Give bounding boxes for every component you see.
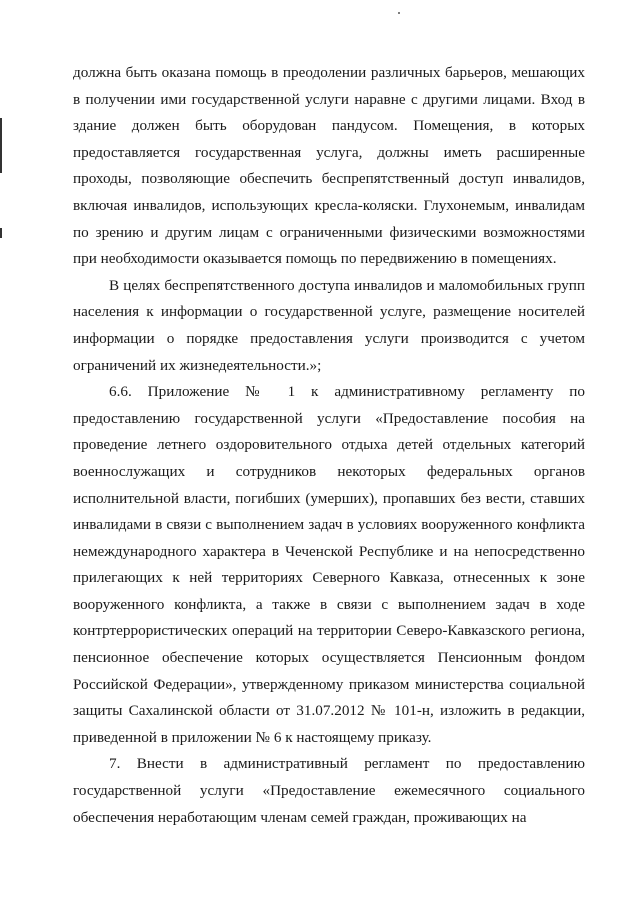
paragraph-information-access: В целях беспрепятственного доступа инвалидов и маломобильных групп населения к информации о государственной услуге, размещение носителей информации о порядке предоставления услуги производится с учетом ограничений их жизнедеятельности.»; bbox=[73, 276, 585, 374]
binding-edge-mark bbox=[0, 228, 2, 238]
paragraph-item-7: 7. Внести в административный регламент по предоставлению государственной услуги «Предоставление ежемесячного социального обеспечения неработающим членам семей граждан, проживающих на bbox=[73, 755, 585, 826]
scan-speck bbox=[398, 12, 400, 14]
binding-edge-mark bbox=[0, 118, 2, 173]
document-body bbox=[73, 60, 585, 831]
paragraph-item-6-6: 6.6. Приложение № 1 к административному регламенту по предоставлению государственной услуги «Предоставление пособия на проведение летнего оздоровительного отдыха детей отдельных категорий военнослужащих и сотрудников некоторых федеральных органов исполнительной власти, погибших (умерших), пропавших без вести, ставших инвалидами в связи с выполнением задач в условиях вооруженного конфликта немеждународного характера в Чеченской Республике и на непосредственно прилегающих к ней территориях Северного Кавказа, отнесенных к зоне вооруженного конфликта, а также в связи с выполнением задач в ходе контртеррористических операций на территории Северо-Кавказского региона, пенсионное обеспечение которых осуществляется Пенсионным фондом Российской Федерации», утвержденному приказом министерства социальной защиты Сахалинской области от 31.07.2012 № 101-н, изложить в редакции, приведенной в приложении № 6 к настоящему приказу. bbox=[73, 383, 585, 746]
paragraph-accessibility-continuation: должна быть оказана помощь в преодолении различных барьеров, мешающих в получении ими государственной услуги наравне с другими лицами. Вход в здание должен быть оборудован пандусом. Помещения, в которых предоставляется государственная услуга, должны иметь расширенные проходы, позволяющие обеспечить беспрепятственный доступ инвалидов, включая инвалидов, использующих кресла-коляски. Глухонемым, инвалидам по зрению и другим лицам с ограниченными физическими возможностями при необходимости оказывается помощь по передвижению в помещениях. bbox=[73, 64, 585, 268]
